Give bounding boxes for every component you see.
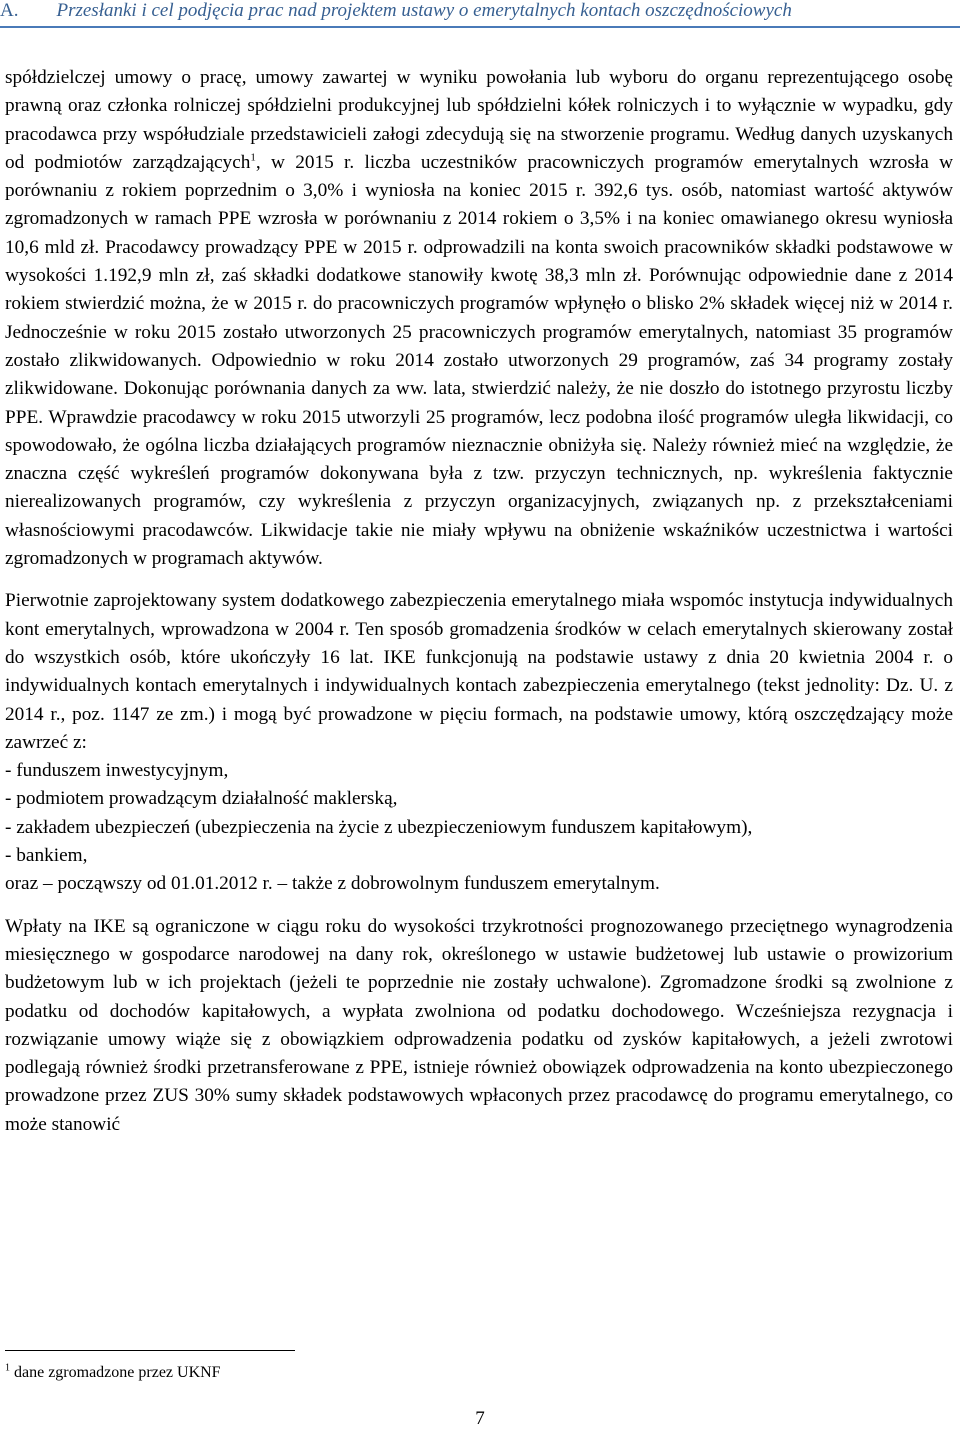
paragraph-ppe <box>5 64 953 573</box>
list-item: oraz – począwszy od 01.01.2012 r. – także z dobrowolnym funduszem emerytalnym. <box>5 873 660 895</box>
footnote-reference[interactable]: 1 <box>250 151 256 164</box>
paragraph-ike-limits: Wpłaty na IKE są ograniczone w ciągu roku do wysokości trzykrotności prognozowanego przeciętnego wynagrodzenia miesięcznego w gospodarce narodowej na dany rok, określonego w ustawie budżetowej lub ustawie o prowizorium budżetowym lub w ich projektach (jeżeli te poprzednie nie zostały uchwalone). Zgromadzone środki są zwolnione z podatku od dochodów kapitałowych, a wypłata zwolniona od podatku dochodowego. Wcześniejsza rezygnacja i rozwiązanie umowy wiąże się z obowiązkiem odprowadzenia podatku od zysków kapitałowych, a jeżeli zwrotowi podlegają również środki przetransferowane z PPE, istnieje również obowiązek odprowadzenia na konto ubezpieczonego prowadzone przez ZUS 30% sumy składek podstawowych wpłaconych przez pracodawcę do programu emerytalnego, co może stanowić <box>5 915 953 1135</box>
paragraph-ppe-part2: , w 2015 r. liczba uczestników pracowniczych programów emerytalnych wzrosła w porównaniu z rokiem poprzednim o 3,0% i wyniosła na koniec 2015 r. 392,6 tys. osób, natomiast wartość aktywów zgromadzonych w ramach PPE wzrosła w porównaniu z 2014 rokiem o 3,5% i na koniec omawianego okresu wyniosła 10,6 mld zł. Pracodawcy prowadzący PPE w 2015 r. odprowadzili na konta swoich pracowników składki podstawowe w wysokości 1.192,9 mln zł, zaś składki dodatkowe stanowiły kwotę 38,3 mln zł. Porównując odpowiednie dane z 2014 rokiem stwierdzić można, że w 2015 r. do pracowniczych programów wpłynęło o blisko 2% składek więcej niż w 2014 r. Jednocześnie w roku 2015 zostało utworzonych 25 pracowniczych programów emerytalnych, natomiast 35 programów zostało zlikwidowanych. Odpowiednio w roku 2014 zostało utworzonych 29 programów, zaś 34 programy zostały zlikwidowane. Dokonując porównania danych za ww. lata, stwierdzić należy, że nie doszło do istotnego przyrostu liczby PPE. Wprawdzie pracodawcy w roku 2015 utworzyli 25 programów, lecz podobna ilość programów uległa likwidacji, co spowodowało, że ogólna liczba działających programów nieznacznie obniżyła się. Należy również mieć na względzie, że znaczna część wykreśleń programów dokonywana była z tzw. przyczyn technicznych, np. wykreślenia faktycznie nierealizowanych programów, czy wykreślenia z przyczyn organizacyjnych, związanych np. z przekształceniami własnościowymi pracodawców. Likwidacje takie nie miały wpływu na obniżenie wskaźników uczestnictwa i wartości zgromadzonych w programach aktywów. <box>5 151 953 570</box>
footnote-text: dane zgromadzone przez UKNF <box>10 1364 221 1381</box>
paragraph-ike-intro: Pierwotnie zaprojektowany system dodatkowego zabezpieczenia emerytalnego miała wspomóc instytucja indywidualnych kont emerytalnych, wprowadzona w 2004 r. Ten sposób gromadzenia środków w celach emerytalnych skierowany został do wszystkich osób, które ukończyły 16 lat. IKE funkcjonują na podstawie ustawy z dnia 20 kwietnia 2004 r. o indywidualnych kontach emerytalnych i indywidualnych kontach zabezpieczenia emerytalnego (tekst jednolity: Dz. U. z 2014 r., poz. 1147 ze zm.) i mogą być prowadzone w pięciu formach, na podstawie umowy, którą oszczędzający może zawrzeć z: <box>5 590 953 753</box>
page-number: 7 <box>475 1408 485 1429</box>
list-item: - podmiotem prowadzącym działalność maklerską, <box>5 788 398 810</box>
list-item: - bankiem, <box>5 845 88 867</box>
section-letter: A. <box>0 0 19 21</box>
footnote-marker: 1 <box>5 1362 10 1374</box>
footnote <box>5 1362 221 1384</box>
list-item: - funduszem inwestycyjnym, <box>5 760 229 782</box>
paragraph-ppe-part1: spółdzielczej umowy o pracę, umowy zawartej w wyniku powołania lub wyboru do organu reprezentującego osobę prawną oraz członka rolniczej spółdzielni produkcyjnej lub spółdzielni kółek rolniczych i to wyłącznie w wypadku, gdy pracodawca przy współudziale przedstawicieli załogi zdecydują się na stworzenie programu. Według danych uzyskanych od podmiotów zarządzających <box>5 67 953 173</box>
list-item: - zakładem ubezpieczeń (ubezpieczenia na życie z ubezpieczeniowym funduszem kapitałowym), <box>5 816 753 838</box>
footnote-separator <box>5 1350 295 1351</box>
ike-forms-list <box>5 757 953 898</box>
section-title: Przesłanki i cel podjęcia prac nad projektem ustawy o emerytalnych kontach oszczędnościowych <box>56 0 792 21</box>
body-text <box>5 64 953 1139</box>
running-header <box>0 0 960 28</box>
